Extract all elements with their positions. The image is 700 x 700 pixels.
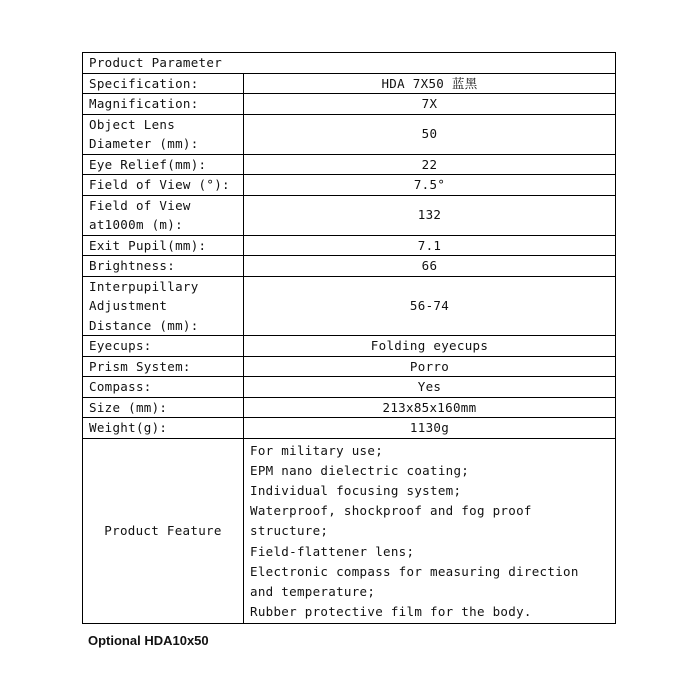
row-value: 213x85x160mm xyxy=(244,397,616,418)
feature-row xyxy=(83,438,616,624)
row-value: Porro xyxy=(244,356,616,377)
table-row xyxy=(83,154,616,175)
row-label: Weight(g): xyxy=(83,418,244,439)
row-value: 7.1 xyxy=(244,235,616,256)
row-label: Field of View at1000m (m): xyxy=(83,195,244,235)
table-title: Product Parameter xyxy=(83,53,616,74)
row-value: Folding eyecups xyxy=(244,336,616,357)
row-label: Magnification: xyxy=(83,94,244,115)
row-label: Field of View (°): xyxy=(83,175,244,196)
table-row xyxy=(83,94,616,115)
row-label: Eyecups: xyxy=(83,336,244,357)
table-row xyxy=(83,356,616,377)
row-label: Interpupillary Adjustment Distance (mm): xyxy=(83,276,244,336)
row-value: 132 xyxy=(244,195,616,235)
row-value: Yes xyxy=(244,377,616,398)
feature-item: Rubber protective film for the body. xyxy=(250,604,532,620)
table-row xyxy=(83,336,616,357)
table-row xyxy=(83,256,616,277)
row-value: HDA 7X50 蓝黑 xyxy=(244,73,616,94)
feature-item: EPM nano dielectric coating; xyxy=(250,462,470,478)
table-title-row xyxy=(83,53,616,74)
feature-item: Field-flattener lens; xyxy=(250,543,415,559)
feature-item: Waterproof, shockproof and fog proof structure; xyxy=(250,503,532,539)
table-row xyxy=(83,195,616,235)
feature-label: Product Feature xyxy=(83,438,244,624)
optional-model-label: Optional HDA10x50 xyxy=(88,633,209,648)
feature-item: Electronic compass for measuring direction and temperature; xyxy=(250,563,579,599)
feature-list xyxy=(244,438,616,624)
feature-item: For military use; xyxy=(250,442,384,458)
row-label: Eye Relief(mm): xyxy=(83,154,244,175)
table-row xyxy=(83,114,616,154)
row-value: 1130g xyxy=(244,418,616,439)
row-value: 7.5° xyxy=(244,175,616,196)
row-value: 7X xyxy=(244,94,616,115)
row-label: Brightness: xyxy=(83,256,244,277)
row-label: Exit Pupil(mm): xyxy=(83,235,244,256)
feature-item: Individual focusing system; xyxy=(250,482,462,498)
row-value: 66 xyxy=(244,256,616,277)
table-row xyxy=(83,235,616,256)
row-label: Size (mm): xyxy=(83,397,244,418)
product-parameter-table xyxy=(82,52,616,624)
table-row xyxy=(83,377,616,398)
table-row xyxy=(83,418,616,439)
table-row xyxy=(83,73,616,94)
table-row xyxy=(83,175,616,196)
row-value: 56-74 xyxy=(244,276,616,336)
row-label: Object Lens Diameter (mm): xyxy=(83,114,244,154)
row-value: 50 xyxy=(244,114,616,154)
row-label: Specification: xyxy=(83,73,244,94)
table-row xyxy=(83,276,616,336)
row-label: Compass: xyxy=(83,377,244,398)
row-value: 22 xyxy=(244,154,616,175)
row-label: Prism System: xyxy=(83,356,244,377)
table-row xyxy=(83,397,616,418)
